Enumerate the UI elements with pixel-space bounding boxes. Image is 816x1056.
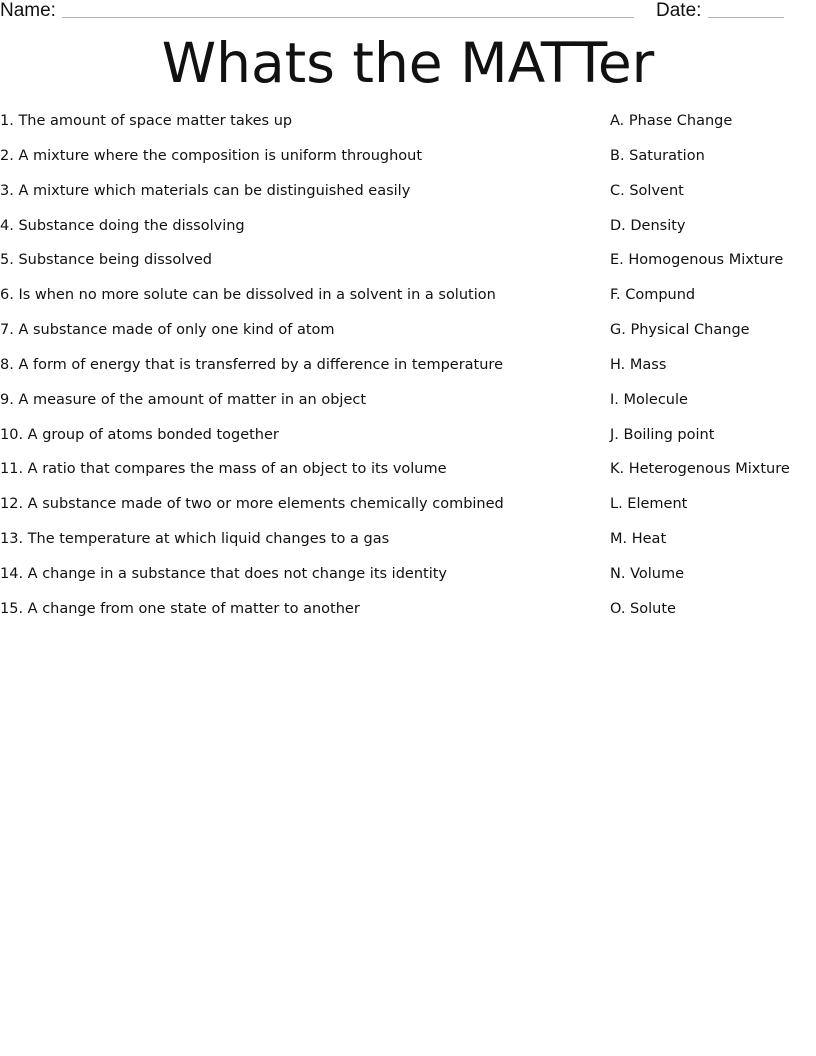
matching-row (0, 181, 816, 216)
matching-row (0, 146, 816, 181)
matching-row (0, 250, 816, 285)
matching-row (0, 564, 816, 599)
answer-option: B. Saturation (610, 147, 705, 164)
matching-row (0, 425, 816, 460)
matching-row (0, 494, 816, 529)
clue-text: 4. Substance doing the dissolving (0, 217, 245, 234)
matching-row (0, 390, 816, 425)
answer-option: N. Volume (610, 565, 684, 582)
matching-row (0, 529, 816, 564)
worksheet-header (0, 0, 816, 24)
clue-text: 7. A substance made of only one kind of atom (0, 322, 335, 339)
answer-option: I. Molecule (610, 391, 688, 408)
date-blank-line (708, 17, 784, 18)
answer-option: K. Heterogenous Mixture (610, 461, 790, 478)
answer-option: E. Homogenous Mixture (610, 252, 784, 269)
clue-text: 8. A form of energy that is transferred by a difference in temperature (0, 356, 503, 373)
clue-text: 1. The amount of space matter takes up (0, 113, 293, 129)
clue-text: 3. A mixture which materials can be distinguished easily (0, 182, 411, 199)
clue-text: 10. A group of atoms bonded together (0, 426, 279, 443)
clue-text: 11. A ratio that compares the mass of an object to its volume (0, 461, 447, 478)
name-blank-line (62, 17, 634, 18)
clue-text: 9. A measure of the amount of matter in an object (0, 391, 367, 408)
worksheet-title: Whats the MATTer (161, 31, 655, 95)
clue-text: 6. Is when no more solute can be dissolved in a solvent in a solution (0, 287, 496, 304)
matching-row (0, 599, 816, 634)
matching-row (0, 111, 816, 146)
answer-option: H. Mass (610, 356, 667, 373)
date-label: Date: (656, 0, 702, 21)
name-label: Name: (0, 0, 56, 21)
answer-option: L. Element (610, 496, 688, 513)
answer-option: D. Density (610, 217, 686, 234)
matching-row (0, 320, 816, 355)
matching-row (0, 285, 816, 320)
answer-option: F. Compund (610, 287, 696, 304)
clue-text: 2. A mixture where the composition is uniform throughout (0, 147, 423, 164)
matching-list (0, 111, 816, 634)
answer-option: M. Heat (610, 531, 667, 548)
clue-text: 15. A change from one state of matter to another (0, 600, 360, 617)
matching-row (0, 459, 816, 494)
answer-option: G. Physical Change (610, 322, 750, 339)
answer-option: J. Boiling point (610, 426, 715, 443)
matching-row (0, 355, 816, 390)
clue-text: 5. Substance being dissolved (0, 252, 212, 269)
answer-option: A. Phase Change (610, 113, 733, 129)
clue-text: 12. A substance made of two or more elements chemically combined (0, 496, 504, 513)
answer-option: O. Solute (610, 600, 676, 617)
clue-text: 13. The temperature at which liquid changes to a gas (0, 531, 390, 548)
matching-row (0, 216, 816, 251)
clue-text: 14. A change in a substance that does not change its identity (0, 565, 448, 582)
answer-option: C. Solvent (610, 182, 684, 199)
